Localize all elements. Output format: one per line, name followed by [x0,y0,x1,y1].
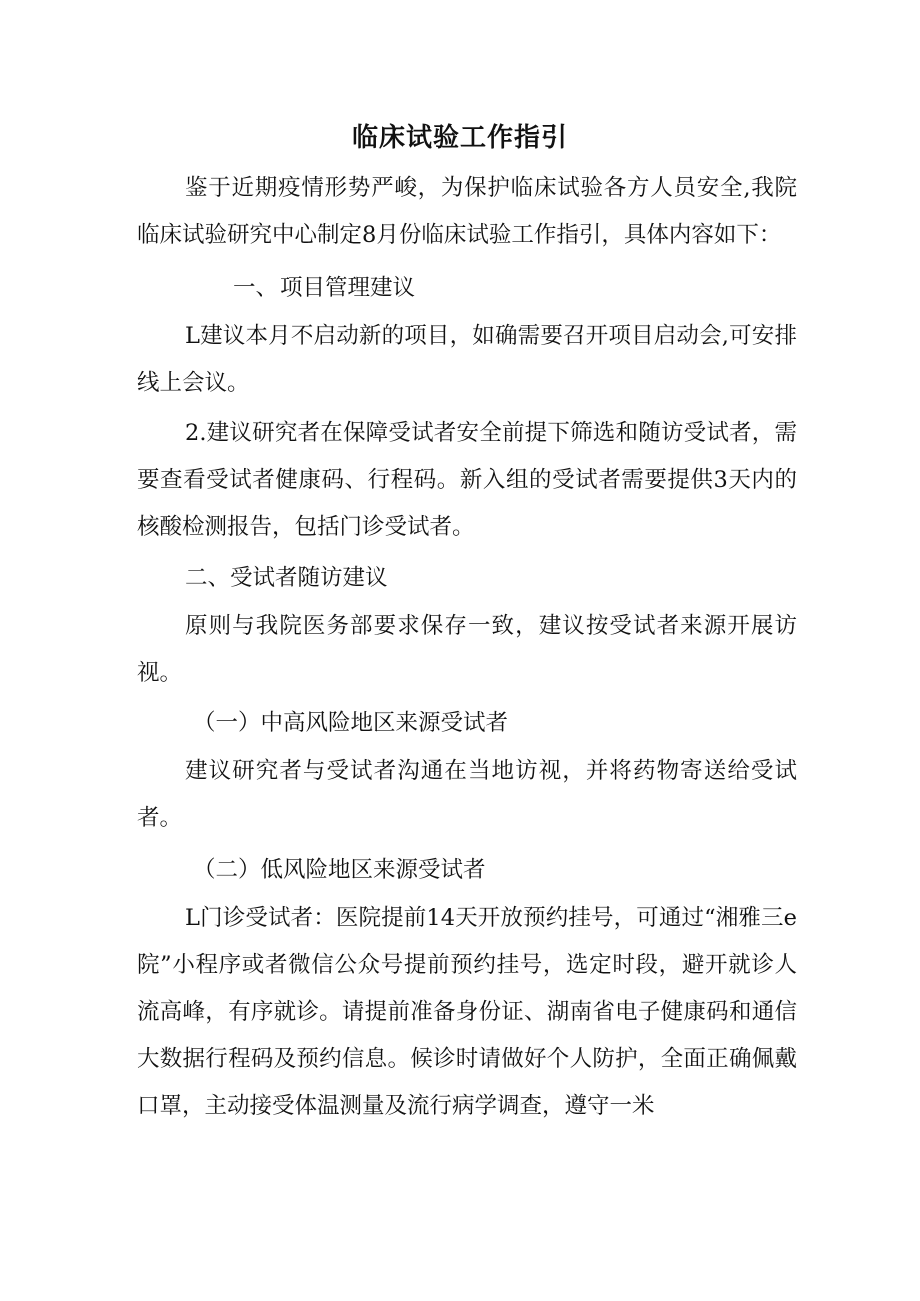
section2-heading: 二、受试者随访建议 [185,565,388,591]
section2-principle: 原则与我院医务部要求保存一致，建议按受试者来源开展访视。 [137,613,797,686]
document-title: 临床试验工作指引 [351,123,568,153]
sub2-text: L门诊受试者：医院提前14天开放预约挂号，可通过“湘雅三e院”小程序或者微信公众号提前预约挂号，选定时段，避开就诊人流高峰，有序就诊。请提前准备身份证、湖南省电子健康码和通信大数据行程码及预约信息。候诊时请做好个人防护，全面正确佩戴口罩，主动接受体温测量及流行病学调查，遵守一米 [137,905,797,1119]
sub1-heading: （一）中高风险地区来源受试者 [193,710,509,736]
section1-heading [137,265,797,312]
section1-item1: L建议本月不启动新的项目，如确需要召开项目启动会,可安排线上会议。 [137,323,797,396]
section1-item2: 2.建议研究者在保障受试者安全前提下筛选和随访受试者，需要查看受试者健康码、行程码。新入组的受试者需要提供3天内的核酸检测报告，包括门诊受试者。 [137,420,797,540]
sub2-heading: （二）低风险地区来源受试者 [193,857,486,883]
section1-number: 一、 [233,275,279,301]
intro-paragraph: 鉴于近期疫情形势严峻，为保护临床试验各方人员安全,我院临床试验研究中心制定8月份临床试验工作指引，具体内容如下： [137,175,797,248]
section1-heading-text: 项目管理建议 [280,275,416,301]
sub1-text: 建议研究者与受试者沟通在当地访视，并将药物寄送给受试者。 [137,758,797,831]
